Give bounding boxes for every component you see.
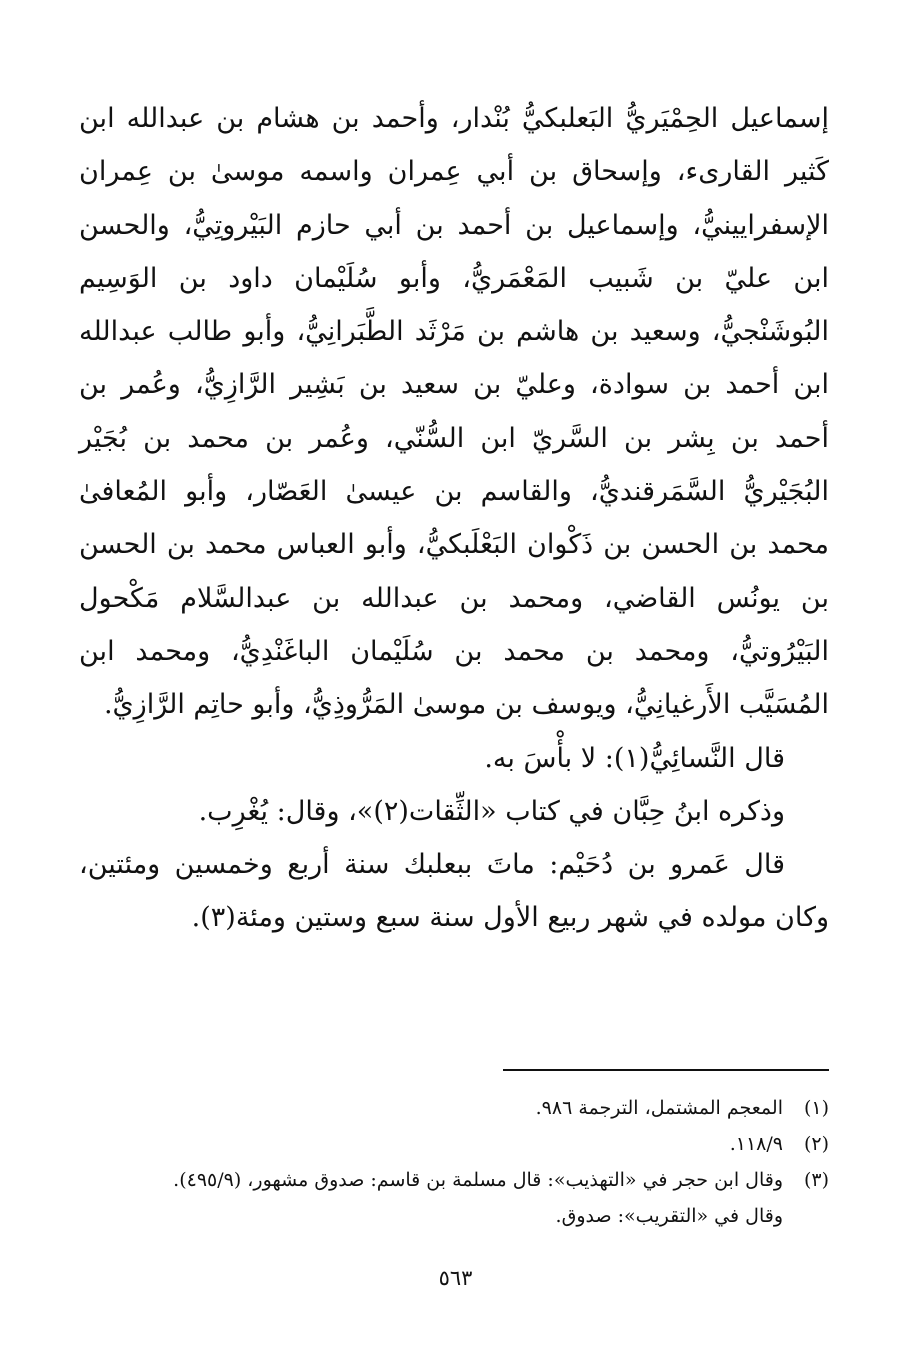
paragraph-narrators-list: إسماعيل الحِمْيَريُّ البَعلبكيُّ بُنْدار، وأحمد بن هشام بن عبدالله ابن كَثير القارىء، وإسحاق بن أبي عِمران واسمه موسىٰ بن عِمران الإسفرايينيُّ، وإسماعيل بن أحمد بن أبي حازم البَيْروتِيُّ، والحسن ابن عليّ بن شَبيب المَعْمَريُّ، وأبو سُلَيْمان داود بن الوَسِيم البُوشَنْجيُّ، وسعيد بن هاشم بن مَرْثَد الطَّبَرانِيُّ، وأبو طالب عبدالله ابن أحمد بن سوادة، وعليّ بن سعيد بن بَشِير الرَّازِيُّ، وعُمر بن أحمد بن بِشر بن السَّريّ ابن السُّنّي، وعُمر بن محمد بن بُجَيْر البُجَيْريُّ السَّمَرقنديُّ، والقاسم بن عيسىٰ العَصّار، وأبو المُعافىٰ محمد بن الحسن بن ذَكْوان البَعْلَبكيُّ، وأبو العباس محمد بن الحسن بن يونُس القاضي، ومحمد بن عبدالله بن عبدالسَّلام مَكْحول البَيْرُوتيُّ، ومحمد بن محمد بن سُلَيْمان الباغَنْدِيُّ، ومحمد ابن المُسَيَّب الأَرغيانِيُّ، ويوسف بن موسىٰ المَرُّوذِيُّ، وأبو حاتِم الرَّازِيُّ. xyxy=(79,103,829,721)
paragraph-ibn-hibban: وذكره ابنُ حِبَّان في كتاب «الثِّقات(٢)»، وقال: يُغْرِب. xyxy=(198,795,785,827)
footnote-text: ١١٨/٩. xyxy=(729,1133,783,1155)
paragraph-nasai-quote: قال النَّسائِيُّ(١): لا بأْسَ به. xyxy=(484,742,785,774)
footnote-text: وقال ابن حجر في «التهذيب»: قال مسلمة بن قاسم: صدوق مشهور، (٤٩٥/٩). xyxy=(173,1169,783,1191)
footnote-separator xyxy=(503,1069,829,1071)
footnote-number: (٣) xyxy=(803,1169,829,1191)
footnote-2 xyxy=(79,1126,829,1162)
footnote-number: (١) xyxy=(803,1097,829,1119)
footnotes xyxy=(79,1090,829,1234)
footnote-3-continuation: وقال في «التقريب»: صدوق. xyxy=(555,1205,783,1227)
footnote-text: المعجم المشتمل، الترجمة ٩٨٦. xyxy=(535,1097,783,1119)
paragraph-death-date: قال عَمرو بن دُحَيْم: ماتَ ببعلبك سنة أربع وخمسين ومئتين، وكان مولده في شهر ربيع الأول سنة سبع وستين ومئة(٣). xyxy=(79,849,829,934)
body-text xyxy=(79,92,829,945)
page-number: ٥٦٣ xyxy=(438,1266,473,1290)
footnote-1 xyxy=(79,1090,829,1126)
footnote-3 xyxy=(79,1162,829,1198)
footnote-number: (٢) xyxy=(803,1133,829,1155)
